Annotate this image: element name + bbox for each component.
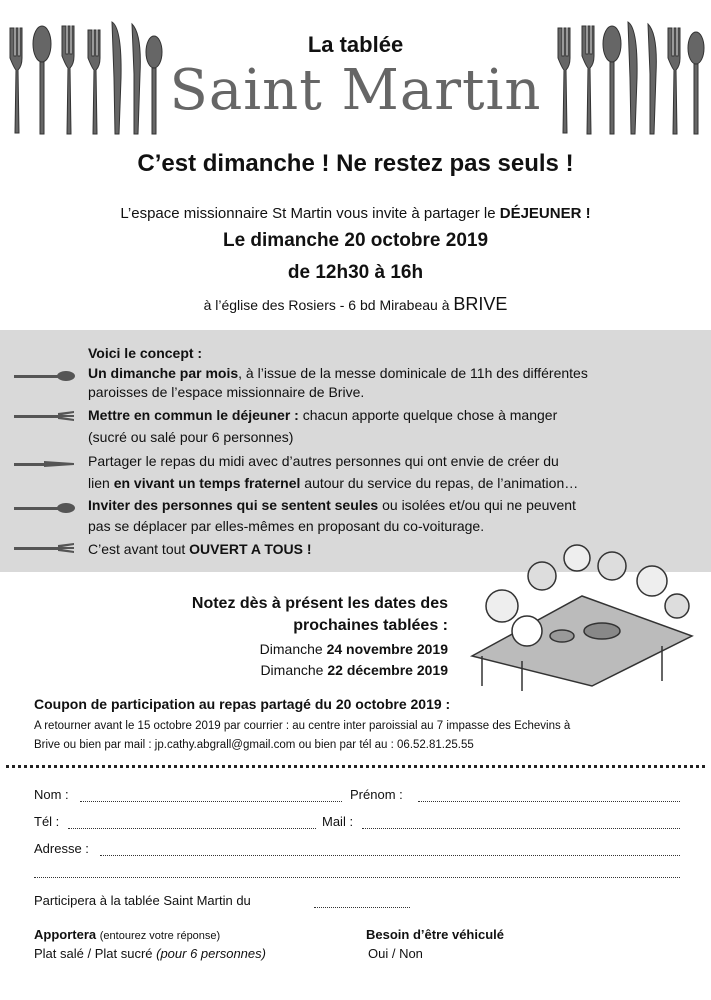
event-place xyxy=(0,294,711,315)
concept-l9-bold: OUVERT A TOUS ! xyxy=(189,541,312,557)
next-date-1-start: Dimanche xyxy=(259,641,327,657)
spoon-icon-2 xyxy=(14,502,76,514)
concept-l3-rest: chacun apporte quelque chose à manger xyxy=(298,407,558,423)
concept-line-4: (sucré ou salé pour 6 personnes) xyxy=(88,429,294,445)
people-at-table-illustration xyxy=(462,536,698,696)
concept-l7-bold: Inviter des personnes qui se sentent seules xyxy=(88,497,379,513)
participera-input-line[interactable] xyxy=(314,907,410,908)
concept-line-7 xyxy=(88,496,688,515)
cut-line xyxy=(6,765,705,768)
invite-line xyxy=(0,205,711,222)
fork-icon xyxy=(14,410,76,422)
coupon-text xyxy=(34,717,694,755)
concept-line-3 xyxy=(88,406,688,425)
tel-label: Tél : xyxy=(34,814,60,829)
concept-line-1 xyxy=(88,364,688,383)
concept-l6-start: lien xyxy=(88,475,114,491)
plat-choice[interactable]: Plat salé / Plat sucré xyxy=(34,946,157,961)
title-small: La tablée xyxy=(307,32,404,57)
place-text: à l’église des Rosiers - 6 bd Mirabeau à xyxy=(203,297,450,313)
concept-l1-bold: Un dimanche par mois xyxy=(88,365,239,381)
concept-l1-rest: , à l’issue de la messe dominicale de 11h des différentes xyxy=(238,365,588,381)
adresse-label: Adresse : xyxy=(34,841,89,856)
concept-l6-rest: autour du service du repas, de l’animation… xyxy=(300,475,579,491)
next-date-2-bold: 22 décembre 2019 xyxy=(327,662,448,678)
apporte-label: Apportera xyxy=(34,927,97,942)
next-date-1-bold: 24 novembre 2019 xyxy=(326,641,448,657)
plat-line xyxy=(34,946,266,961)
concept-l3-bold: Mettre en commun le déjeuner : xyxy=(88,407,299,423)
concept-line-5: Partager le repas du midi avec d’autres personnes qui ont envie de créer du xyxy=(88,453,559,469)
coupon-title: Coupon de participation au repas partagé du 20 octobre 2019 : xyxy=(34,696,451,712)
participera-label: Participera à la tablée Saint Martin du xyxy=(34,893,251,908)
prenom-input-line[interactable] xyxy=(418,801,680,802)
next-date-2 xyxy=(80,662,448,678)
coupon-text-1: A retourner avant le 15 octobre 2019 par courrier : au centre inter paroissial au 7 impasse des Echevins à xyxy=(34,720,571,732)
mail-input-line[interactable] xyxy=(362,828,680,829)
concept-line-6 xyxy=(88,474,688,493)
next-dates-heading-2: prochaines tablées : xyxy=(293,617,448,634)
concept-heading-text: Voici le concept : xyxy=(88,345,203,361)
oui-non-choice[interactable]: Oui / Non xyxy=(368,946,423,961)
next-dates-heading-1: Notez dès à présent les dates des xyxy=(191,595,448,612)
next-date-2-start: Dimanche xyxy=(260,662,328,678)
apporte-line xyxy=(34,927,220,942)
invite-bold: DÉJEUNER ! xyxy=(499,205,591,222)
coupon-text-2: Brive ou bien par mail : jp.cathy.abgrall@gmail.com ou bien par tél au : 06.52.81.25.55 xyxy=(34,739,474,751)
title-big: Saint Martin xyxy=(169,58,542,123)
concept-l7-rest: ou isolées et/ou qui ne peuvent xyxy=(378,497,576,513)
mail-label: Mail : xyxy=(322,814,354,829)
place-city: BRIVE xyxy=(453,294,508,314)
concept-l9-start: C’est avant tout xyxy=(88,541,190,557)
concept-l6-bold: en vivant un temps fraternel xyxy=(113,475,301,491)
next-date-1 xyxy=(80,641,448,657)
event-date: Le dimanche 20 octobre 2019 xyxy=(222,230,489,251)
concept-heading xyxy=(88,344,688,363)
tel-input-line[interactable] xyxy=(68,828,316,829)
plat-hint: (pour 6 personnes) xyxy=(156,946,266,961)
nom-label: Nom : xyxy=(34,787,69,802)
adresse-input-line-2[interactable] xyxy=(34,877,680,878)
invite-text: L’espace missionnaire St Martin vous invite à partager le xyxy=(120,205,496,222)
besoin-label: Besoin d’être véhiculé xyxy=(366,927,504,942)
knife-icon xyxy=(14,458,76,470)
adresse-input-line-1[interactable] xyxy=(100,855,680,856)
fork-icon-2 xyxy=(14,542,76,554)
event-hours: de 12h30 à 16h xyxy=(287,262,424,283)
apporte-hint: (entourez votre réponse) xyxy=(99,930,221,942)
tagline: C’est dimanche ! Ne restez pas seuls ! xyxy=(137,150,574,177)
spoon-icon xyxy=(14,370,76,382)
nom-input-line[interactable] xyxy=(80,801,342,802)
concept-line-8: pas se déplacer par elles-mêmes en proposant du co-voiturage. xyxy=(88,518,485,534)
concept-line-2: paroisses de l’espace missionnaire de Brive. xyxy=(88,384,365,400)
prenom-label: Prénom : xyxy=(350,787,403,802)
